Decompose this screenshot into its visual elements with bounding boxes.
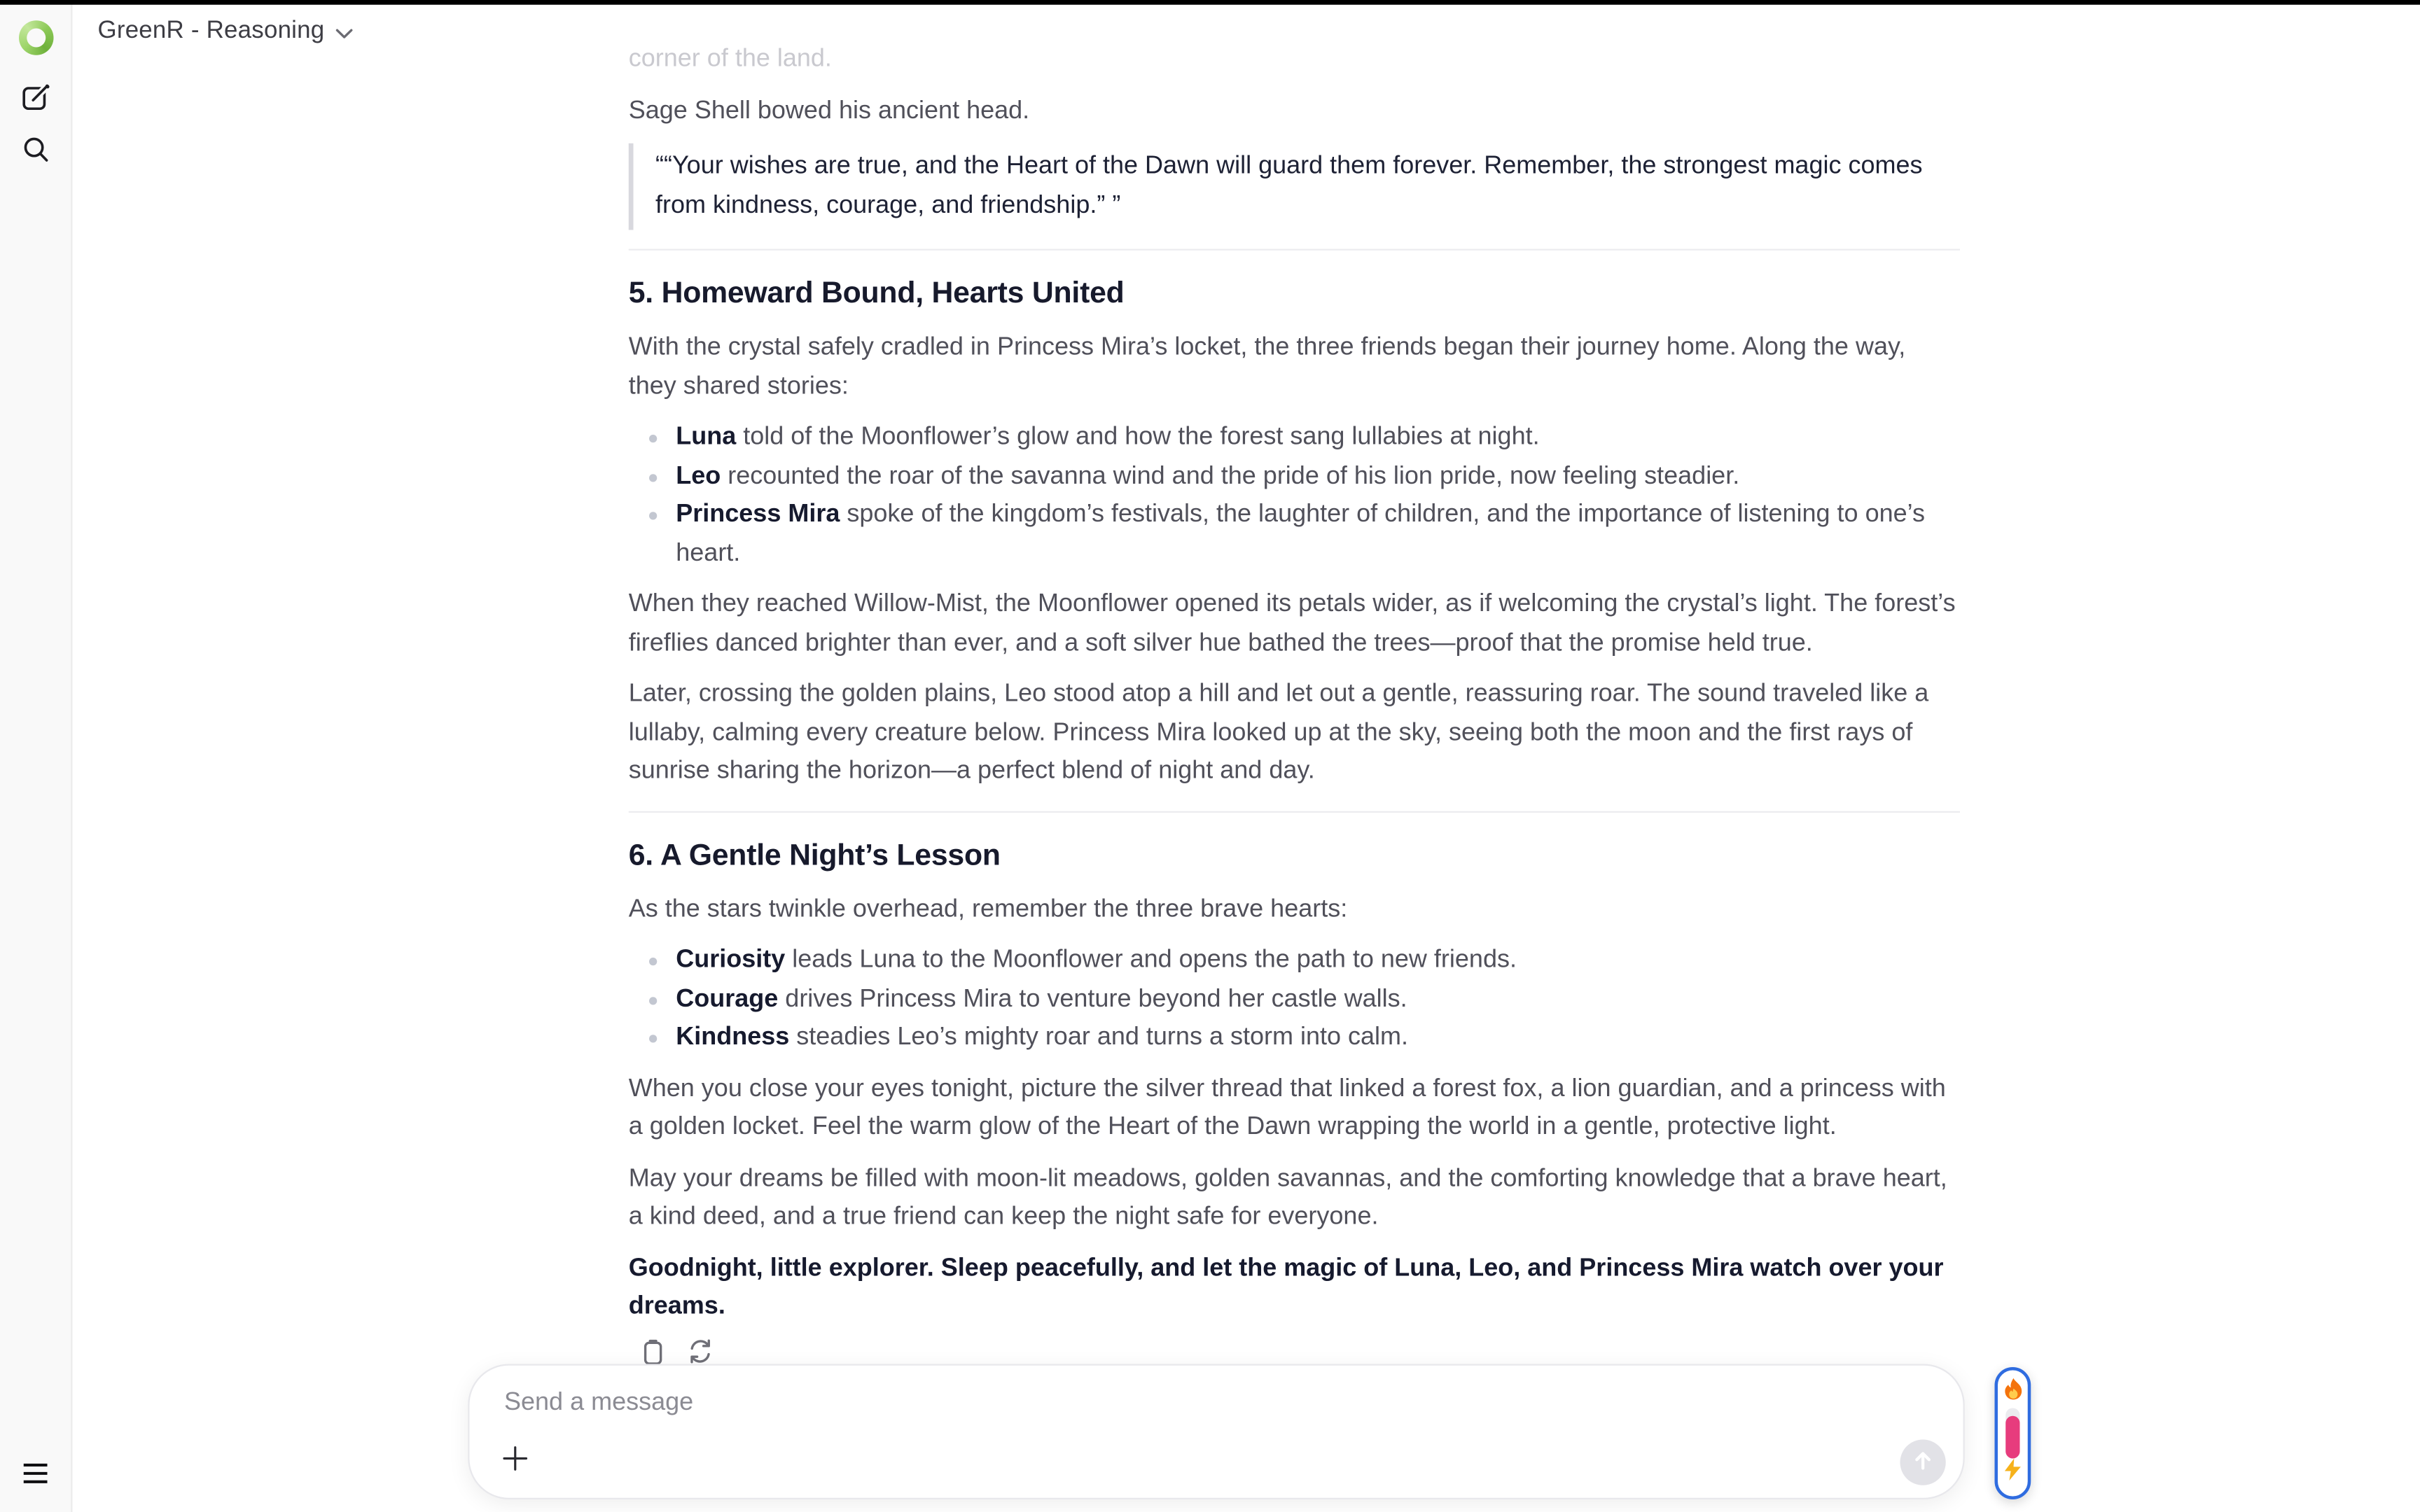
closing-paragraph: Goodnight, little explorer. Sleep peacefully, and let the magic of Luna, Leo, and Princess Mira watch over your dreams. [628,1254,1944,1320]
new-chat-button[interactable] [20,82,50,112]
attach-button[interactable] [498,1443,533,1478]
screen-top-edge [0,0,2420,5]
assistant-paragraph: Sage Shell bowed his ancient head. [628,97,1030,124]
arrow-up-icon [1911,1448,1935,1477]
search-button[interactable] [20,134,50,164]
plus-icon [503,1445,528,1475]
chevron-down-icon [335,19,353,48]
send-button[interactable] [1900,1440,1946,1485]
search-icon [21,134,50,163]
fire-emoji-icon [2003,1378,2022,1408]
composer [468,1364,1965,1500]
compose-icon [20,82,50,112]
model-intensity-slider[interactable] [1995,1367,2031,1499]
list-item: Leo recounted the roar of the savanna wind and the pride of his lion pride, now feeling steadier. [629,458,1960,496]
bullet-list [629,942,1960,1058]
model-selector[interactable] [98,14,353,49]
assistant-paragraph: As the stars twinkle overhead, remember the three brave hearts: [628,895,1348,923]
assistant-paragraph: With the crystal safely cradled in Princess Mira’s locket, the three friends began their journey home. Along the way, they shared stories: [628,334,1906,400]
assistant-message [629,0,1960,1368]
lightning-emoji-icon [2004,1459,2022,1489]
assistant-paragraph: When you close your eyes tonight, picture the silver thread that linked a forest fox, a lion guardian, and a princess with a golden locket. Feel the warm glow of the Heart of the Dawn wrapping the world in a gentle, protective light. [628,1074,1946,1140]
slider-track[interactable] [2005,1408,2019,1459]
app-logo-icon[interactable] [19,20,54,55]
page-title: GreenR - Reasoning [97,17,325,44]
slider-thumb[interactable] [2005,1416,2019,1459]
list-item: Luna told of the Moonflower’s glow and how the forest sang lullabies at night. [629,419,1960,458]
list-item: Kindness steadies Leo’s mighty roar and turns a storm into calm. [629,1019,1960,1058]
section-divider [629,811,1960,812]
scrolled-text-faded: corner of the land. [628,46,832,73]
list-item: Princess Mira spoke of the kingdom’s festivals, the laughter of children, and the importance of listening to one’s heart. [629,496,1960,573]
section-divider [629,249,1960,251]
message-input[interactable] [501,1386,1831,1443]
blockquote: ““Your wishes are true, and the Heart of the Dawn will guard them forever. Remember, the strongest magic comes from kindness, courage, and friendship.” ” [629,144,1960,230]
list-item: Courage drives Princess Mira to venture beyond her castle walls. [629,981,1960,1019]
assistant-paragraph: When they reached Willow-Mist, the Moonflower opened its petals wider, as if welcoming the crystal’s light. The forest’s fireflies danced brighter than ever, and a soft silver hue bathed the trees—proof that the promise held true. [628,590,1956,657]
bullet-list [629,419,1960,574]
list-item: Curiosity leads Luna to the Moonflower and opens the path to new friends. [629,942,1960,981]
assistant-paragraph: Later, crossing the golden plains, Leo stood atop a hill and let out a gentle, reassuring roar. The sound traveled like a lullaby, calming every creature below. Princess Mira looked up at the sky, seeing both the moon and the first rays of sunrise sharing the horizon—a perfect blend of night and day. [628,680,1929,785]
sidebar [0,0,73,1512]
section-heading: 6. A Gentle Night’s Lesson [628,839,1001,872]
sidebar-menu-button[interactable] [20,1459,50,1489]
section-heading: 5. Homeward Bound, Hearts United [628,277,1125,311]
menu-icon [22,1463,49,1483]
assistant-paragraph: May your dreams be filled with moon-lit meadows, golden savannas, and the comforting knowledge that a brave heart, a kind deed, and a true friend can keep the night safe for everyone. [628,1164,1947,1231]
